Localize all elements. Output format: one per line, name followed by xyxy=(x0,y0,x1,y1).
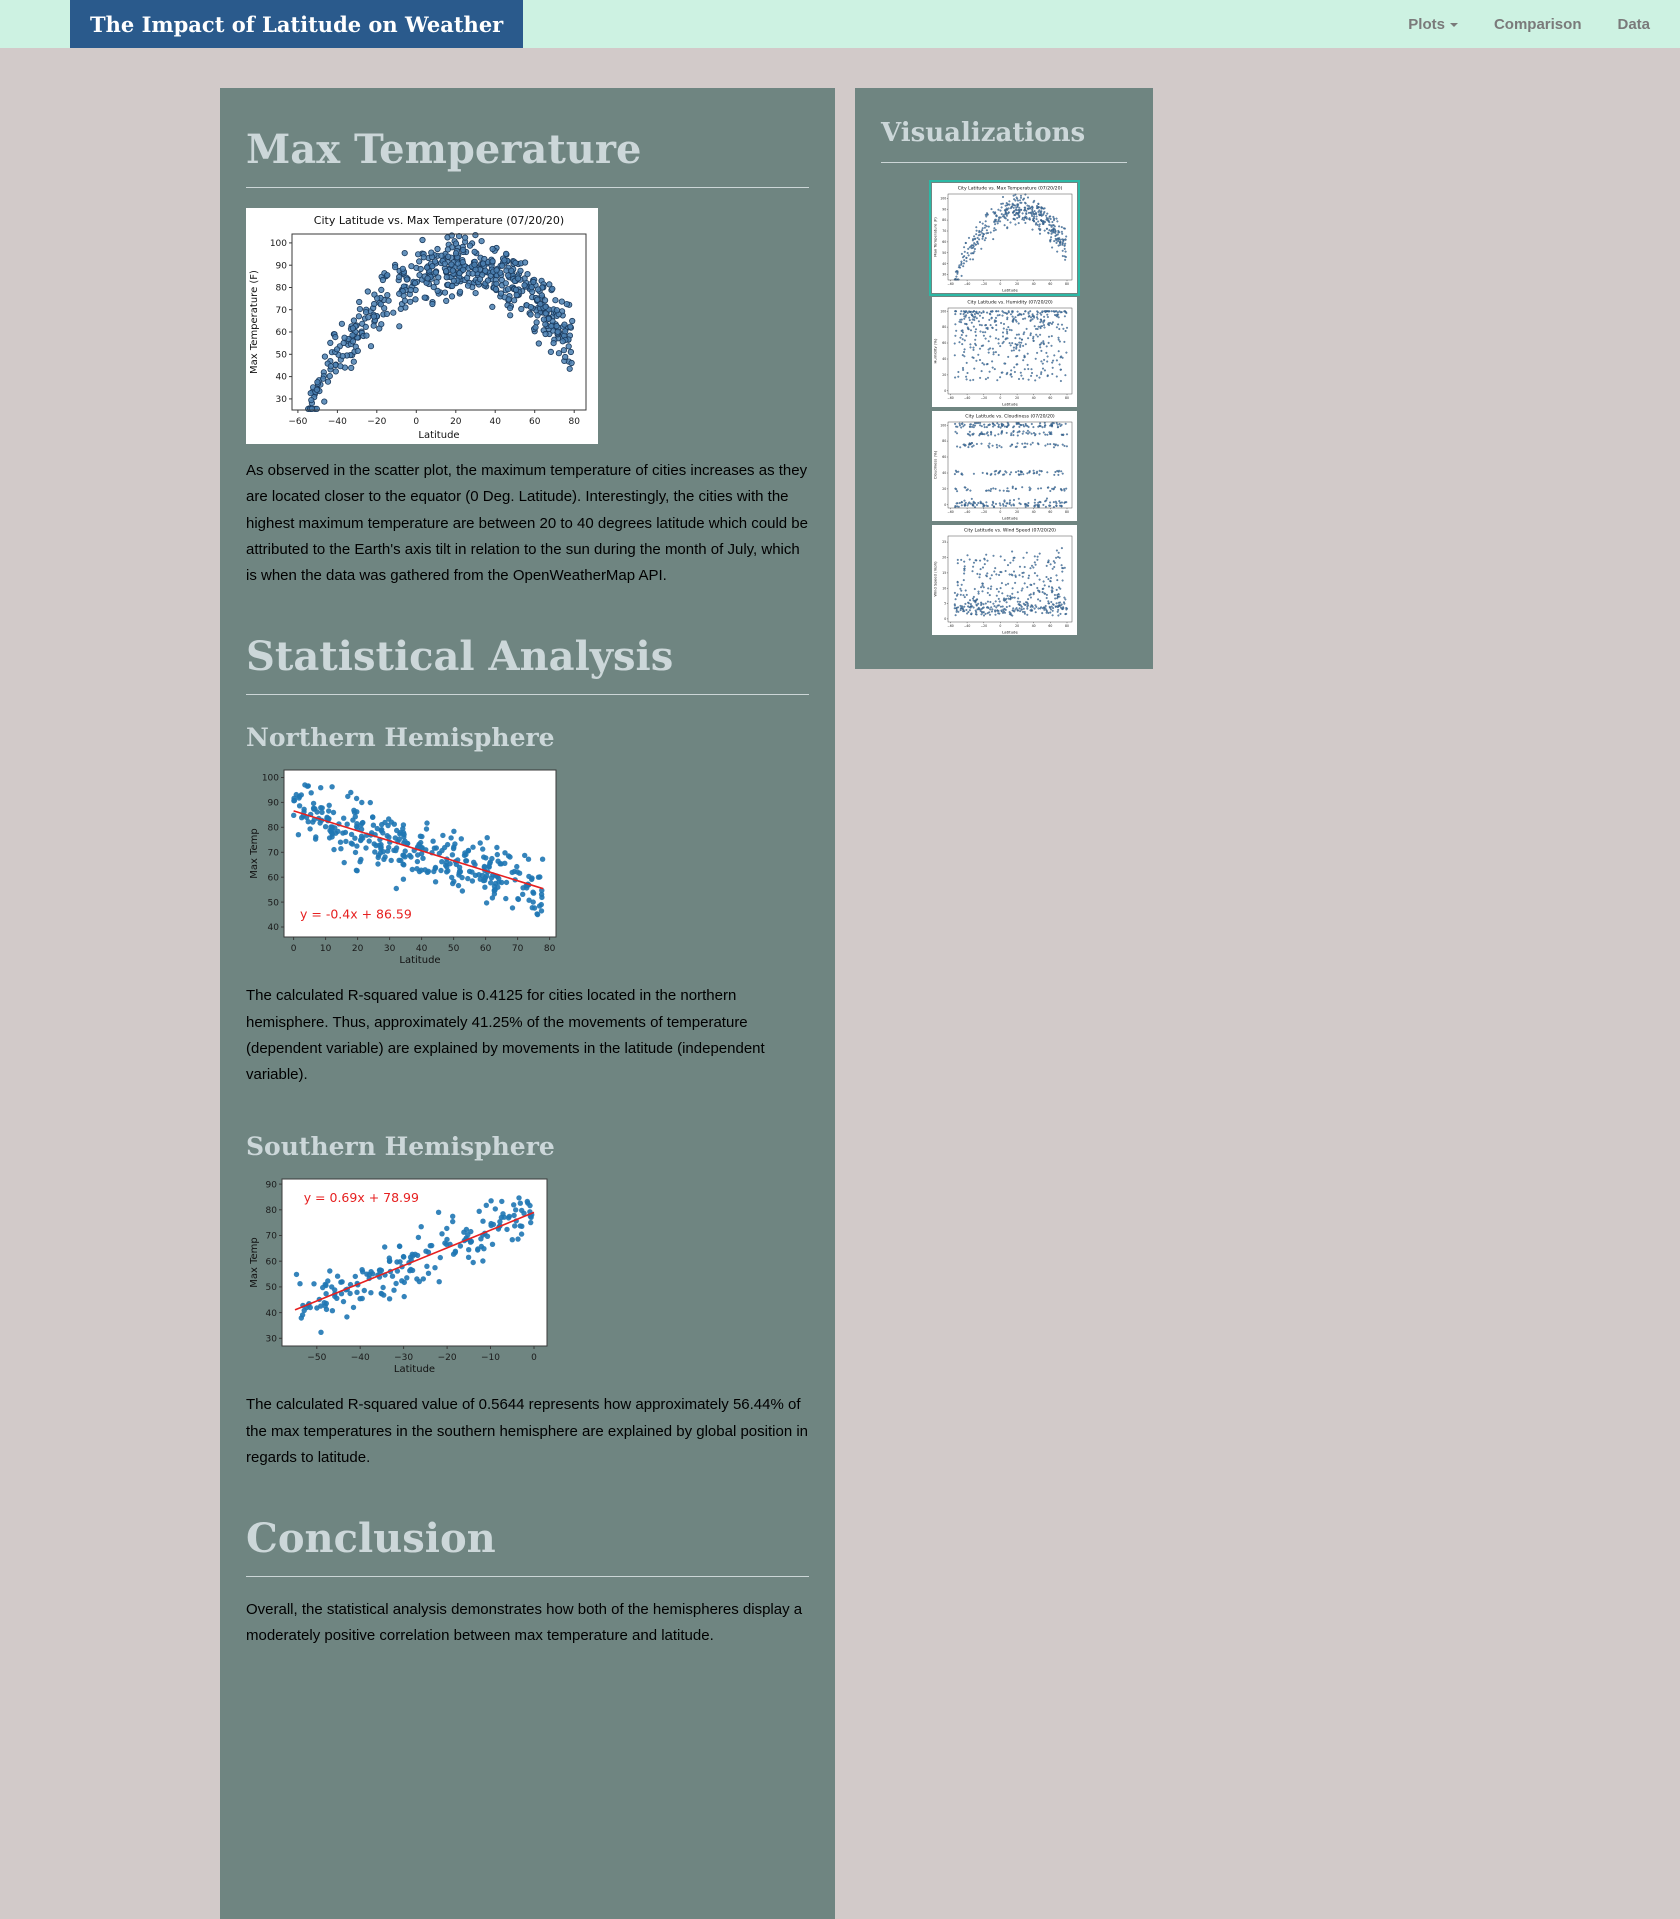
svg-text:80: 80 xyxy=(1064,395,1069,400)
svg-text:0: 0 xyxy=(998,281,1001,286)
svg-text:y = -0.4x + 86.59: y = -0.4x + 86.59 xyxy=(300,906,412,922)
svg-text:80: 80 xyxy=(275,283,287,294)
svg-text:40: 40 xyxy=(275,372,287,383)
svg-text:50: 50 xyxy=(447,944,460,955)
svg-text:10: 10 xyxy=(319,944,332,955)
svg-text:80: 80 xyxy=(941,325,946,330)
svg-text:70: 70 xyxy=(511,944,524,955)
svg-text:25: 25 xyxy=(941,540,946,545)
page-body xyxy=(0,48,1680,1919)
thumbnail-cloudiness[interactable] xyxy=(932,411,1077,521)
svg-text:80: 80 xyxy=(941,218,946,223)
thumbnail-max-temperature[interactable] xyxy=(932,183,1077,293)
svg-text:−60: −60 xyxy=(946,509,954,514)
thumbnail-wind-speed[interactable] xyxy=(932,525,1077,635)
svg-text:−40: −40 xyxy=(963,281,970,286)
svg-text:90: 90 xyxy=(275,261,287,272)
nav-comparison[interactable]: Comparison xyxy=(1493,15,1582,33)
svg-text:90: 90 xyxy=(265,1180,277,1191)
svg-text:Max Temp: Max Temp xyxy=(249,1237,260,1289)
nav-plots[interactable] xyxy=(1408,16,1458,33)
svg-text:100: 100 xyxy=(261,773,279,784)
svg-text:40: 40 xyxy=(267,923,279,934)
thumbnail-list xyxy=(881,183,1127,635)
svg-text:Wind Speed (mph): Wind Speed (mph) xyxy=(932,561,937,597)
site-title[interactable]: The Impact of Latitude on Weather xyxy=(70,0,523,48)
svg-text:20: 20 xyxy=(1014,509,1019,514)
svg-text:80: 80 xyxy=(1064,623,1069,628)
heading-southern-hemisphere: Southern Hemisphere xyxy=(246,1132,555,1162)
svg-text:20: 20 xyxy=(450,417,462,427)
svg-text:80: 80 xyxy=(568,417,580,427)
svg-text:0: 0 xyxy=(998,395,1001,400)
svg-text:80: 80 xyxy=(1064,281,1069,286)
nav-plots-label: Plots xyxy=(1408,15,1445,33)
svg-text:Latitude: Latitude xyxy=(1001,629,1018,635)
svg-text:−20: −20 xyxy=(437,1353,457,1364)
svg-text:60: 60 xyxy=(528,417,541,427)
svg-text:Latitude: Latitude xyxy=(1001,287,1018,293)
svg-text:40: 40 xyxy=(1031,509,1036,514)
svg-text:0: 0 xyxy=(290,944,297,955)
svg-text:20: 20 xyxy=(941,555,946,560)
svg-text:−10: −10 xyxy=(481,1353,500,1364)
svg-text:0: 0 xyxy=(943,502,946,507)
svg-text:40: 40 xyxy=(941,357,946,361)
svg-text:City Latitude vs. Wind Speed (: City Latitude vs. Wind Speed (07/20/20) xyxy=(963,528,1056,534)
svg-text:30: 30 xyxy=(941,272,946,277)
svg-text:60: 60 xyxy=(1047,281,1052,286)
svg-text:−20: −20 xyxy=(980,281,987,286)
svg-text:Latitude: Latitude xyxy=(399,955,441,967)
svg-text:20: 20 xyxy=(941,487,946,491)
svg-text:−20: −20 xyxy=(980,623,987,628)
svg-text:60: 60 xyxy=(941,455,946,460)
svg-text:Latitude: Latitude xyxy=(1001,401,1018,407)
thumbnail-humidity[interactable] xyxy=(932,297,1077,407)
svg-text:Humidity (%): Humidity (%) xyxy=(932,338,937,364)
svg-text:50: 50 xyxy=(267,898,279,909)
svg-text:90: 90 xyxy=(267,798,279,809)
svg-text:80: 80 xyxy=(1064,509,1069,514)
svg-text:90: 90 xyxy=(941,207,946,212)
heading-conclusion: Conclusion xyxy=(246,1515,496,1562)
divider xyxy=(246,694,809,695)
northern-paragraph: The calculated R-squared value is 0.4125 for cities located in the northern hemisphere. Thus, approximately 41.25% of the movements of temperature (dependent variable) are explained by movements in the latitude (independent variable). xyxy=(246,987,765,1083)
svg-text:−40: −40 xyxy=(963,395,970,400)
svg-text:60: 60 xyxy=(479,944,492,955)
svg-text:70: 70 xyxy=(275,305,287,316)
nav-links xyxy=(1408,16,1650,33)
svg-text:40: 40 xyxy=(941,471,946,475)
svg-text:80: 80 xyxy=(941,439,946,444)
svg-text:0: 0 xyxy=(998,509,1001,514)
svg-text:50: 50 xyxy=(265,1283,277,1294)
svg-text:0: 0 xyxy=(943,388,946,393)
svg-text:−40: −40 xyxy=(327,417,347,427)
svg-text:20: 20 xyxy=(351,944,364,955)
svg-text:−20: −20 xyxy=(980,395,987,400)
visualizations-sidebar xyxy=(855,88,1153,669)
main-content xyxy=(220,88,835,1919)
svg-text:100: 100 xyxy=(939,423,946,428)
divider xyxy=(246,187,809,188)
svg-text:0: 0 xyxy=(531,1353,537,1364)
svg-text:City Latitude vs. Humidity (07: City Latitude vs. Humidity (07/20/20) xyxy=(966,300,1053,306)
svg-text:20: 20 xyxy=(1014,623,1019,628)
svg-text:60: 60 xyxy=(1047,395,1052,400)
svg-text:80: 80 xyxy=(543,944,556,955)
svg-text:Latitude: Latitude xyxy=(418,430,460,441)
svg-text:20: 20 xyxy=(1014,395,1019,400)
svg-text:20: 20 xyxy=(1014,281,1019,286)
svg-text:70: 70 xyxy=(265,1231,277,1242)
svg-text:−60: −60 xyxy=(946,395,954,400)
svg-text:City Latitude vs. Max Temperat: City Latitude vs. Max Temperature (07/20/20) xyxy=(957,186,1062,192)
max-temperature-paragraph: As observed in the scatter plot, the maximum temperature of cities increases as they are located closer to the equator (0 Deg. Latitude). Interestingly, the cities with the highest maximum temperature are between 20 to 40 degrees latitude which could be attributed to the Earth's axis tilt in relation to the sun during the month of July, which is when the data was gathered from the OpenWeatherMap API. xyxy=(246,462,808,584)
svg-text:40: 40 xyxy=(941,261,946,266)
svg-text:50: 50 xyxy=(275,350,287,361)
svg-text:70: 70 xyxy=(267,848,279,859)
svg-text:15: 15 xyxy=(941,570,946,575)
svg-text:40: 40 xyxy=(1031,281,1036,286)
svg-text:−40: −40 xyxy=(350,1353,370,1364)
svg-text:−20: −20 xyxy=(980,509,987,514)
svg-text:0: 0 xyxy=(998,623,1001,628)
caret-down-icon xyxy=(1450,23,1458,27)
svg-text:Max Temperature (F): Max Temperature (F) xyxy=(249,270,260,374)
svg-text:0: 0 xyxy=(943,617,946,621)
heading-max-temperature: Max Temperature xyxy=(246,126,642,173)
svg-text:10: 10 xyxy=(941,586,946,591)
svg-text:100: 100 xyxy=(939,196,946,201)
sidebar-title: Visualizations xyxy=(881,118,1086,148)
svg-text:60: 60 xyxy=(265,1257,277,1268)
svg-text:100: 100 xyxy=(269,239,287,250)
heading-statistical-analysis: Statistical Analysis xyxy=(246,633,674,681)
svg-text:Max Temp: Max Temp xyxy=(249,828,260,880)
svg-text:40: 40 xyxy=(1031,623,1036,628)
svg-text:100: 100 xyxy=(939,309,946,314)
svg-text:−40: −40 xyxy=(963,623,970,628)
svg-text:80: 80 xyxy=(265,1206,277,1217)
svg-text:0: 0 xyxy=(413,417,420,427)
heading-northern-hemisphere: Northern Hemisphere xyxy=(246,723,555,753)
svg-text:60: 60 xyxy=(1047,623,1052,628)
svg-text:30: 30 xyxy=(383,944,396,955)
svg-text:40: 40 xyxy=(265,1309,277,1320)
svg-text:60: 60 xyxy=(941,341,946,346)
svg-text:Latitude: Latitude xyxy=(393,1364,436,1376)
svg-text:−40: −40 xyxy=(963,509,970,514)
svg-text:−20: −20 xyxy=(367,417,387,427)
southern-paragraph: The calculated R-squared value of 0.5644 represents how approximately 56.44% of the max temperatures in the southern hemisphere are explained by global position in regards to latitude. xyxy=(246,1396,809,1466)
svg-text:60: 60 xyxy=(267,873,279,884)
northern-hemisphere-chart xyxy=(246,762,561,969)
svg-text:60: 60 xyxy=(941,240,946,244)
svg-text:City Latitude vs. Cloudiness (: City Latitude vs. Cloudiness (07/20/20) xyxy=(964,414,1055,420)
svg-text:−60: −60 xyxy=(288,417,308,427)
svg-text:y = 0.69x + 78.99: y = 0.69x + 78.99 xyxy=(303,1190,419,1206)
svg-text:−50: −50 xyxy=(307,1353,327,1364)
svg-text:60: 60 xyxy=(275,328,287,339)
svg-text:5: 5 xyxy=(943,601,946,606)
svg-text:−60: −60 xyxy=(946,623,954,628)
svg-text:50: 50 xyxy=(941,250,946,255)
svg-text:40: 40 xyxy=(1031,395,1036,400)
svg-text:Cloudiness (%): Cloudiness (%) xyxy=(932,450,937,480)
max-temperature-chart xyxy=(246,208,598,444)
svg-text:Max Temperature (F): Max Temperature (F) xyxy=(932,217,937,257)
svg-text:20: 20 xyxy=(941,373,946,377)
svg-text:−30: −30 xyxy=(394,1353,414,1364)
nav-data[interactable]: Data xyxy=(1617,15,1650,33)
svg-text:40: 40 xyxy=(489,417,501,427)
svg-text:Latitude: Latitude xyxy=(1001,515,1018,521)
svg-text:−60: −60 xyxy=(946,281,954,286)
navbar xyxy=(0,0,1680,48)
divider xyxy=(246,1576,809,1577)
svg-text:City Latitude vs. Max Temperat: City Latitude vs. Max Temperature (07/20/20) xyxy=(313,214,565,227)
svg-text:30: 30 xyxy=(265,1334,277,1345)
conclusion-paragraph: Overall, the statistical analysis demonstrates how both of the hemispheres display a moderately positive correlation between max temperature and latitude. xyxy=(246,1601,803,1645)
svg-text:60: 60 xyxy=(1047,509,1052,514)
svg-text:70: 70 xyxy=(941,229,946,234)
svg-text:80: 80 xyxy=(267,823,279,834)
divider xyxy=(881,162,1127,163)
southern-hemisphere-chart xyxy=(246,1171,553,1378)
svg-text:30: 30 xyxy=(275,395,287,405)
svg-text:40: 40 xyxy=(415,944,428,955)
